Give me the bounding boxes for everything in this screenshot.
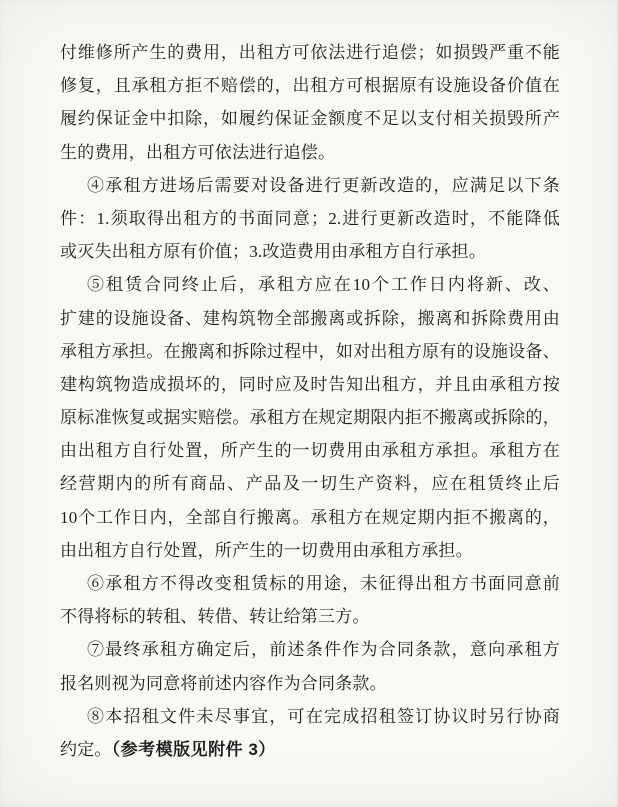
text-line bbox=[60, 733, 560, 766]
text-line: ④承租方进场后需要对设备进行更新改造的，应满足以下条 bbox=[87, 175, 560, 195]
text-line: 付维修所产生的费用，出租方可依法进行追偿；如损毁严重不能 bbox=[60, 43, 560, 62]
text-line-regular: 约定。 bbox=[60, 739, 112, 759]
text-line: 修复，且承租方拒不赔偿的，出租方可根据原有设施设备价值在 bbox=[60, 76, 560, 96]
text-line: ⑧本招租文件未尽事宜，可在完成招租签订协议时另行协商 bbox=[87, 706, 560, 726]
text-line: 生的费用，出租方可依法进行追偿。 bbox=[60, 142, 336, 162]
text-line: 由出租方自行处置，所产生的一切费用由承租方承担。承租方在 bbox=[60, 441, 560, 461]
document-text-block bbox=[60, 36, 560, 766]
text-line: ⑥承租方不得改变租赁标的用途，未征得出租方书面同意前 bbox=[87, 574, 560, 593]
text-line: 10个工作日内，全部自行搬离。承租方在规定期内拒不搬离的， bbox=[60, 507, 560, 527]
text-line: 履约保证金中扣除，如履约保证金额度不足以支付相关损毁所产 bbox=[60, 109, 560, 129]
text-line: 件：1.须取得出租方的书面同意；2.进行更新改造时，不能降低 bbox=[60, 208, 560, 228]
text-line: ⑦最终承租方确定后，前述条件作为合同条款，意向承租方 bbox=[87, 640, 560, 660]
text-line: ⑤租赁合同终止后，承租方应在10个工作日内将新、改、 bbox=[87, 275, 560, 295]
text-line: 由出租方自行处置，所产生的一切费用由承租方承担。 bbox=[60, 540, 473, 560]
text-line: 报名则视为同意将前述内容作为合同条款。 bbox=[60, 673, 387, 693]
text-line: 经营期内的所有商品、产品及一切生产资料，应在租赁终止后 bbox=[60, 474, 560, 494]
text-line: 或灭失出租方原有价值；3.改造费用由承租方自行承担。 bbox=[60, 242, 486, 262]
text-line: 原标准恢复或据实赔偿。承租方在规定期限内拒不搬离或拆除的， bbox=[60, 408, 560, 428]
text-line: 不得将标的转租、转借、转让给第三方。 bbox=[60, 607, 370, 627]
text-line: 扩建的设施设备、建构筑物全部搬离或拆除，搬离和拆除费用由 bbox=[60, 308, 560, 328]
reference-note-bold: （参考模版见附件 3） bbox=[111, 739, 276, 759]
text-line: 承租方承担。在搬离和拆除过程中，如对出租方原有的设施设备、 bbox=[60, 341, 560, 361]
text-line: 建构筑物造成损坏的，同时应及时告知出租方，并且由承租方按 bbox=[60, 374, 560, 394]
